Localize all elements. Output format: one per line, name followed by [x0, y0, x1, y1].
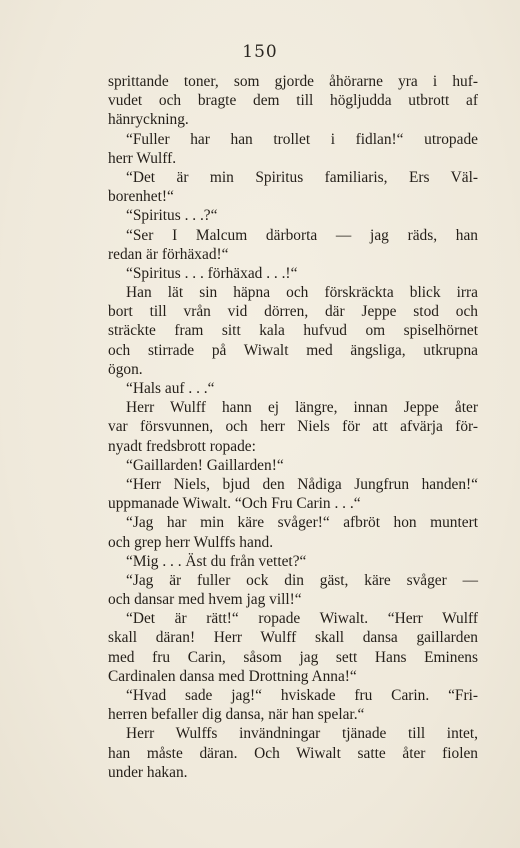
text-line: sprittande toner, som gjorde åhörarne yra i huf- — [108, 73, 478, 90]
text-line: Han lät sin häpna och förskräckta blick irra — [126, 284, 478, 302]
text-line: herr Wulff. — [108, 149, 177, 167]
text-line: “Mig . . . Äst du från vettet?“ — [126, 552, 307, 570]
text-line: var försvunnen, och herr Niels för att afvärja för- — [108, 418, 478, 436]
text-line: “Jag är fuller ock din gäst, käre svåger — — [126, 571, 478, 589]
text-line: “Spiritus . . .?“ — [126, 207, 218, 225]
text-line: bort till vrån vid dörren, där Jeppe stod och — [108, 303, 478, 321]
text-line: hänryckning. — [108, 111, 189, 129]
text-line: under hakan. — [108, 763, 188, 781]
text-line: ögon. — [108, 360, 143, 378]
text-line: “Spiritus . . . förhäxad . . .!“ — [126, 264, 298, 282]
text-line: borenhet!“ — [108, 188, 174, 206]
text-line: Cardinalen dansa med Drottning Anna!“ — [108, 667, 357, 685]
text-line: han måste däran. Och Wiwalt satte åter fiolen — [108, 744, 478, 762]
text-line: skall däran! Herr Wulff skall dansa gaillarden — [108, 629, 478, 647]
text-line: och grep herr Wulffs hand. — [108, 533, 274, 551]
text-line: “Hvad sade jag!“ hviskade fru Carin. “Fri- — [126, 687, 478, 704]
text-line: Herr Wulffs invändningar tjänade till intet, — [126, 725, 478, 743]
text-line: “Hals auf . . .“ — [126, 380, 215, 397]
page-number: 150 — [242, 42, 278, 62]
body-text — [108, 72, 478, 782]
text-line: nyadt fredsbrott ropade: — [108, 437, 256, 455]
text-line: och stirrade på Wiwalt med ängsliga, utkrupna — [108, 341, 478, 359]
text-line: redan är förhäxad!“ — [108, 245, 229, 263]
text-line: och dansar med hvem jag vill!“ — [108, 591, 302, 609]
text-line: vudet och bragte dem till högljudda utbrott af — [108, 92, 478, 110]
text-line: “Fuller har han trollet i fidlan!“ utropade — [126, 130, 478, 148]
text-line: herren befaller dig dansa, när han spelar.“ — [108, 706, 365, 724]
text-line: Herr Wulff hann ej längre, innan Jeppe åter — [126, 399, 478, 417]
text-line: med fru Carin, såsom jag sett Hans Eminens — [108, 648, 478, 666]
text-line: “Gaillarden! Gaillarden!“ — [126, 456, 284, 474]
text-line: “Jag har min käre svåger!“ afbröt hon muntert — [126, 514, 478, 532]
text-line: uppmanade Wiwalt. “Och Fru Carin . . .“ — [108, 495, 361, 513]
text-line: “Det är rätt!“ ropade Wiwalt. “Herr Wulff — [126, 610, 478, 628]
text-line: “Herr Niels, bjud den Nådiga Jungfrun handen!“ — [126, 475, 478, 493]
text-line: “Ser I Malcum därborta — jag räds, han — [126, 226, 478, 244]
text-line: sträckte fram sitt kala hufvud om spiselhörnet — [108, 322, 478, 340]
text-line: “Det är min Spiritus familiaris, Ers Väl- — [126, 168, 478, 186]
